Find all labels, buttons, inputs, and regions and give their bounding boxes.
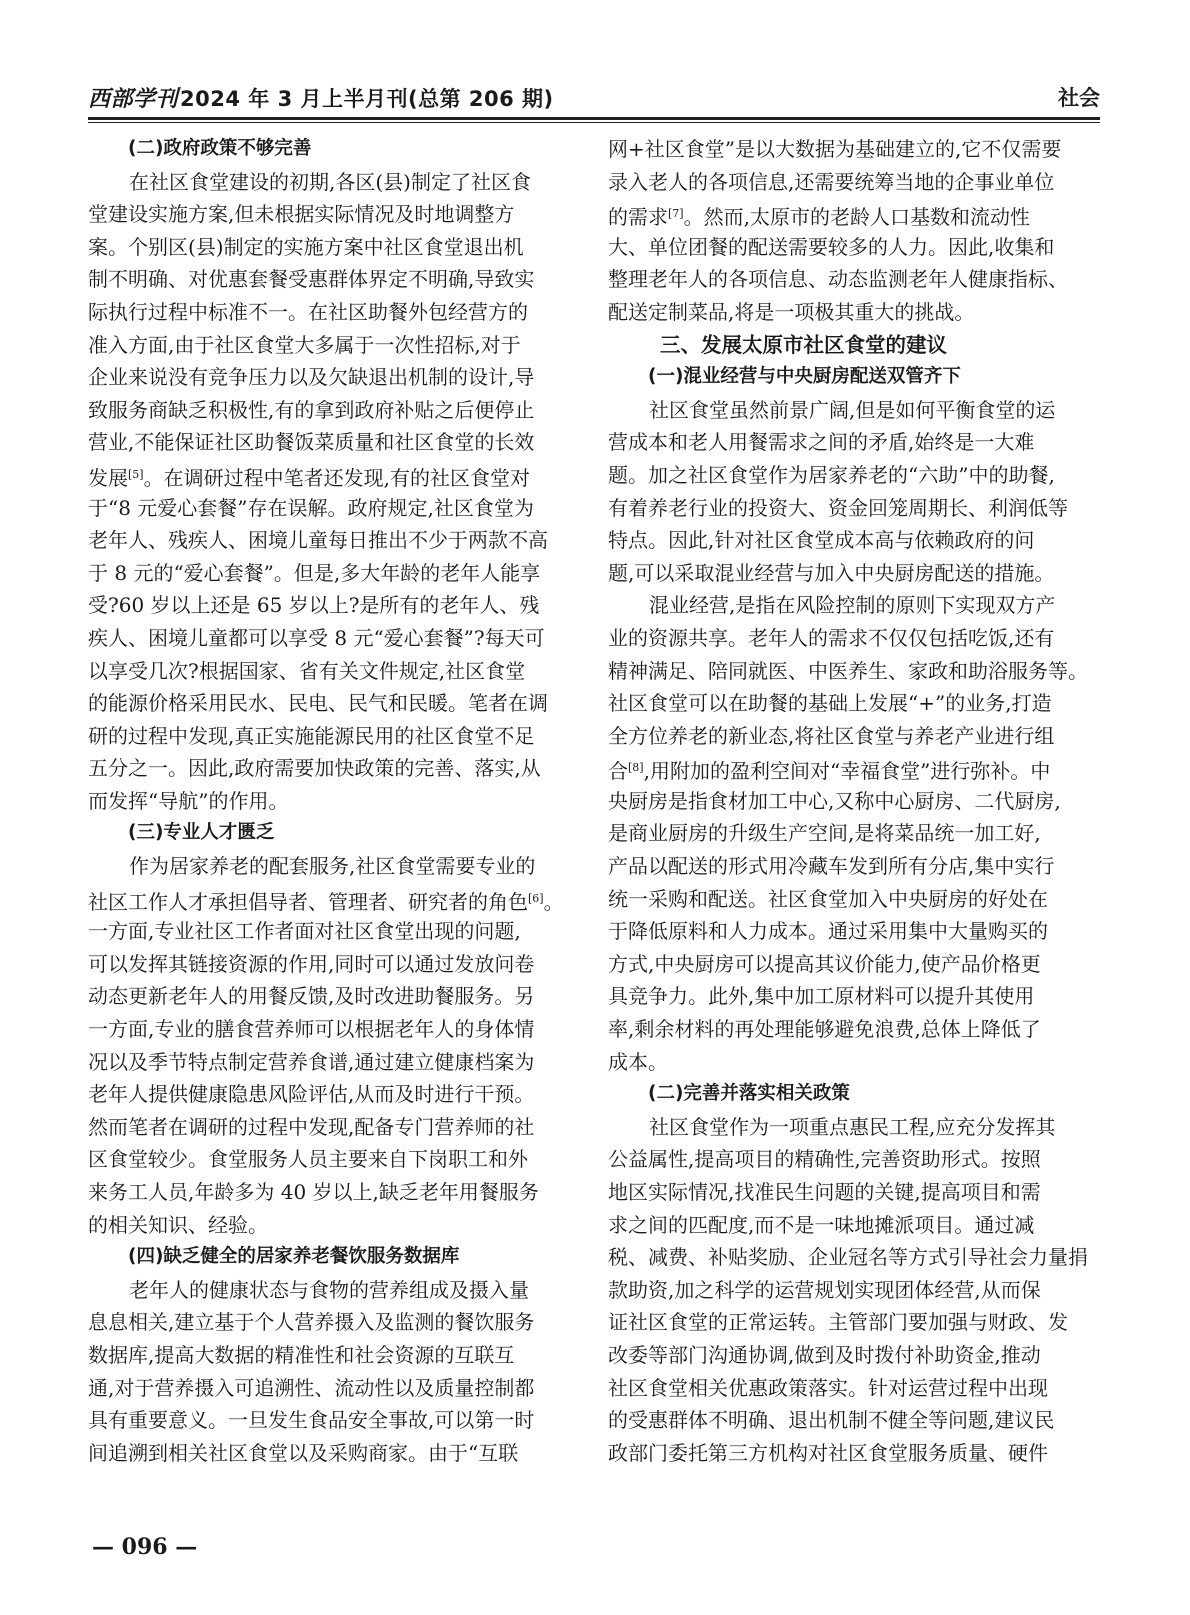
text-line bbox=[88, 263, 574, 296]
line-text: 大、单位团餐的配送需要较多的人力。因此,收集和 bbox=[608, 234, 1055, 259]
line-text: 配送定制菜品,将是一项极其重大的挑战。 bbox=[608, 299, 975, 324]
text-line bbox=[608, 850, 1094, 883]
line-text: 整理老年人的各项信息、动态监测老年人健康指标、 bbox=[608, 267, 1068, 292]
text-line bbox=[88, 459, 574, 492]
text-line bbox=[608, 231, 1094, 264]
section-heading bbox=[608, 361, 1094, 394]
text-line bbox=[88, 166, 574, 199]
line-text: 题。加之社区食堂作为居家养老的“六助”中的助餐, bbox=[608, 462, 1055, 487]
text-line bbox=[88, 687, 574, 720]
section-heading bbox=[608, 329, 1094, 362]
section-heading bbox=[88, 1241, 574, 1274]
text-line bbox=[88, 1111, 574, 1144]
line-text: 。 bbox=[543, 889, 564, 914]
line-text: 而发挥“导航”的作用。 bbox=[88, 788, 289, 813]
text-line bbox=[88, 524, 574, 557]
text-line bbox=[608, 133, 1094, 166]
line-text: 是商业厨房的升级生产空间,是将菜品统一加工好, bbox=[608, 821, 1041, 846]
text-line bbox=[608, 296, 1094, 329]
line-text: 精神满足、陪同就医、中医养生、家政和助浴服务等。 bbox=[608, 658, 1088, 683]
citation-ref: [6] bbox=[528, 891, 544, 905]
citation-ref: [5] bbox=[128, 467, 144, 481]
line-text: 研的过程中发现,真正实施能源民用的社区食堂不足 bbox=[88, 723, 535, 748]
text-line bbox=[88, 622, 574, 655]
text-line bbox=[88, 361, 574, 394]
line-text: 疾人、困境儿童都可以享受 8 元“爱心套餐”?每天可 bbox=[88, 625, 545, 650]
line-text: ,用附加的盈利空间对“幸福食堂”进行弥补。中 bbox=[643, 759, 1051, 784]
line-text: 特点。因此,针对社区食堂成本高与依赖政府的问 bbox=[608, 528, 1035, 553]
text-line bbox=[608, 915, 1094, 948]
line-text: 全方位养老的新业态,将社区食堂与养老产业进行组 bbox=[608, 723, 1055, 748]
line-text: 在社区食堂建设的初期,各区(县)制定了社区食 bbox=[129, 169, 531, 194]
line-text: 致服务商缺乏积极性,有的拿到政府补贴之后便停止 bbox=[88, 397, 535, 422]
text-line bbox=[608, 1013, 1094, 1046]
section-heading bbox=[608, 1078, 1094, 1111]
text-line bbox=[608, 426, 1094, 459]
text-line bbox=[608, 557, 1094, 590]
line-text: 成本。 bbox=[608, 1049, 668, 1074]
text-line bbox=[88, 1339, 574, 1372]
line-text: 一方面,专业社区工作者面对社区食堂出现的问题, bbox=[88, 919, 521, 944]
line-text: 改委等部门沟通协调,做到及时拨付补助资金,推动 bbox=[608, 1342, 1041, 1367]
line-text: 证社区食堂的正常运转。主管部门要加强与财政、发 bbox=[608, 1310, 1068, 1335]
text-line bbox=[88, 1404, 574, 1437]
text-line bbox=[608, 1339, 1094, 1372]
line-text: 政部门委托第三方机构对社区食堂服务质量、硬件 bbox=[608, 1440, 1048, 1465]
line-text: 方式,中央厨房可以提高其议价能力,使产品价格更 bbox=[608, 951, 1041, 976]
line-text: 以享受几次?根据国家、省有关文件规定,社区食堂 bbox=[88, 658, 526, 683]
line-text: 然而笔者在调研的过程中发现,配备专门营养师的社 bbox=[88, 1114, 535, 1139]
section-name: 社会 bbox=[1058, 86, 1100, 110]
text-line bbox=[88, 655, 574, 688]
citation-ref: [8] bbox=[628, 761, 644, 775]
text-line bbox=[88, 752, 574, 785]
line-text: 息息相关,建立基于个人营养摄入及监测的餐饮服务 bbox=[88, 1310, 535, 1335]
right-column bbox=[608, 133, 1094, 1469]
line-text: 公益属性,提高项目的精确性,完善资助形式。按照 bbox=[608, 1147, 1041, 1172]
line-text: 三、发展太原市社区食堂的建议 bbox=[660, 332, 947, 357]
line-text: (四)缺乏健全的居家养老餐饮服务数据库 bbox=[128, 1246, 460, 1268]
text-line bbox=[608, 166, 1094, 199]
text-line bbox=[88, 231, 574, 264]
text-line bbox=[88, 850, 574, 883]
text-line bbox=[88, 1274, 574, 1307]
text-line bbox=[88, 1046, 574, 1079]
line-text: 来务工人员,年龄多为 40 岁以上,缺乏老年用餐服务 bbox=[88, 1180, 539, 1204]
text-line bbox=[88, 915, 574, 948]
citation-ref: [7] bbox=[668, 207, 684, 221]
text-line bbox=[608, 1111, 1094, 1144]
text-line bbox=[608, 394, 1094, 427]
line-text: 可以发挥其链接资源的作用,同时可以通过发放问卷 bbox=[88, 951, 535, 976]
text-line bbox=[608, 655, 1094, 688]
text-line bbox=[88, 785, 574, 818]
text-line bbox=[88, 883, 574, 916]
line-text: 社区食堂可以在助餐的基础上发展“+”的业务,打造 bbox=[608, 691, 1052, 716]
line-text: 产品以配送的形式用冷藏车发到所有分店,集中实行 bbox=[608, 854, 1055, 879]
line-text: 于 8 元的“爱心套餐”。但是,多大年龄的老年人能享 bbox=[88, 560, 541, 585]
section-heading bbox=[88, 133, 574, 166]
line-text: 准入方面,由于社区食堂大多属于一次性招标,对于 bbox=[88, 332, 521, 357]
line-text: 社区食堂虽然前景广阔,但是如何平衡食堂的运 bbox=[649, 397, 1056, 422]
text-line bbox=[608, 720, 1094, 753]
line-text: 有着养老行业的投资大、资金回笼周期长、利润低等 bbox=[608, 495, 1068, 520]
header-rule-thick bbox=[88, 117, 1100, 120]
line-text: (二)完善并落实相关政策 bbox=[648, 1083, 850, 1105]
line-text: 混业经营,是指在风险控制的原则下实现双方产 bbox=[649, 593, 1056, 618]
text-line bbox=[88, 426, 574, 459]
text-line bbox=[88, 394, 574, 427]
line-text: 际执行过程中标准不一。在社区助餐外包经营方的 bbox=[88, 299, 528, 324]
line-text: 的需求 bbox=[608, 205, 668, 230]
text-line bbox=[608, 492, 1094, 525]
text-line bbox=[88, 296, 574, 329]
left-column bbox=[88, 133, 574, 1469]
line-text: 。然而,太原市的老龄人口基数和流动性 bbox=[683, 205, 1030, 230]
text-line bbox=[88, 1209, 574, 1242]
line-text: 统一采购和配送。社区食堂加入中央厨房的好处在 bbox=[608, 886, 1048, 911]
line-text: (二)政府政策不够完善 bbox=[128, 138, 312, 159]
line-text: 发展 bbox=[88, 465, 128, 490]
line-text: 营成本和老人用餐需求之间的矛盾,始终是一大难 bbox=[608, 430, 1035, 455]
text-line bbox=[608, 1046, 1094, 1079]
section-heading bbox=[88, 817, 574, 850]
text-line bbox=[88, 329, 574, 362]
line-text: 一方面,专业的膳食营养师可以根据老年人的身体情 bbox=[88, 1017, 535, 1042]
journal-logo: 西部学刊 bbox=[88, 86, 179, 112]
line-text: 案。个别区(县)制定的实施方案中社区食堂退出机 bbox=[88, 234, 524, 259]
line-text: (一)混业经营与中央厨房配送双管齐下 bbox=[648, 366, 961, 388]
text-line bbox=[608, 198, 1094, 231]
line-text: 作为居家养老的配套服务,社区食堂需要专业的 bbox=[129, 854, 536, 879]
line-text: 具竞争力。此外,集中加工原材料可以提升其使用 bbox=[608, 984, 1035, 1009]
line-text: 老年人提供健康隐患风险评估,从而及时进行干预。 bbox=[88, 1082, 535, 1107]
line-text: 受?60 岁以上还是 65 岁以上?是所有的老年人、残 bbox=[88, 593, 540, 618]
line-text: 求之间的匹配度,而不是一味地摊派项目。通过减 bbox=[608, 1212, 1035, 1237]
line-text: 社区工作人才承担倡导者、管理者、研究者的角色 bbox=[88, 889, 528, 914]
text-line bbox=[608, 1372, 1094, 1405]
text-line bbox=[88, 198, 574, 231]
line-text: 营业,不能保证社区助餐饭菜质量和社区食堂的长效 bbox=[88, 430, 535, 455]
text-line bbox=[608, 1176, 1094, 1209]
text-line bbox=[88, 557, 574, 590]
text-line bbox=[608, 622, 1094, 655]
text-line bbox=[608, 817, 1094, 850]
text-line bbox=[608, 1437, 1094, 1470]
line-text: 社区食堂相关优惠政策落实。针对运营过程中出现 bbox=[608, 1375, 1048, 1400]
line-text: 制不明确、对优惠套餐受惠群体界定不明确,导致实 bbox=[88, 267, 535, 292]
text-line bbox=[88, 1143, 574, 1176]
text-line bbox=[608, 883, 1094, 916]
text-line bbox=[608, 948, 1094, 981]
header-rule-thin bbox=[88, 122, 1100, 123]
line-text: 业的资源共享。老年人的需求不仅仅包括吃饭,还有 bbox=[608, 625, 1055, 650]
page-number: — 096 — bbox=[92, 1534, 198, 1560]
text-line bbox=[608, 752, 1094, 785]
line-text: 的相关知识、经验。 bbox=[88, 1212, 268, 1237]
line-text: 合 bbox=[608, 759, 628, 784]
text-line bbox=[608, 1209, 1094, 1242]
line-text: 老年人、残疾人、困境儿童每日推出不少于两款不高 bbox=[88, 528, 548, 553]
text-line bbox=[608, 1404, 1094, 1437]
line-text: 具有重要意义。一旦发生食品安全事故,可以第一时 bbox=[88, 1408, 535, 1433]
text-line bbox=[608, 785, 1094, 818]
text-line bbox=[88, 492, 574, 525]
line-text: 的受惠群体不明确、退出机制不健全等问题,建议民 bbox=[608, 1408, 1055, 1433]
text-line bbox=[608, 589, 1094, 622]
line-text: 于降低原料和人力成本。通过采用集中大量购买的 bbox=[608, 919, 1048, 944]
text-line bbox=[88, 1176, 574, 1209]
text-line bbox=[88, 1013, 574, 1046]
line-text: 的能源价格采用民水、民电、民气和民暖。笔者在调 bbox=[88, 691, 548, 716]
text-line bbox=[608, 687, 1094, 720]
text-line bbox=[608, 459, 1094, 492]
line-text: 率,剩余材料的再处理能够避免浪费,总体上降低了 bbox=[608, 1017, 1041, 1042]
issue-info: 2024 年 3 月上半月刊(总第 206 期) bbox=[180, 87, 554, 111]
line-text: 录入老人的各项信息,还需要统筹当地的企事业单位 bbox=[608, 169, 1055, 194]
line-text: 通,对于营养摄入可追溯性、流动性以及质量控制都 bbox=[88, 1375, 535, 1400]
line-text: 地区实际情况,找准民生问题的关键,提高项目和需 bbox=[608, 1180, 1041, 1204]
text-line bbox=[608, 1143, 1094, 1176]
line-text: (三)专业人才匮乏 bbox=[128, 822, 275, 844]
journal-masthead bbox=[88, 82, 554, 113]
line-text: 间追溯到相关社区食堂以及采购商家。由于“互联 bbox=[88, 1440, 519, 1465]
line-text: 社区食堂作为一项重点惠民工程,应充分发挥其 bbox=[649, 1114, 1056, 1139]
text-line bbox=[608, 1241, 1094, 1274]
line-text: 老年人的健康状态与食物的营养组成及摄入量 bbox=[129, 1277, 529, 1302]
text-line bbox=[88, 980, 574, 1013]
text-line bbox=[88, 948, 574, 981]
text-line bbox=[88, 589, 574, 622]
text-line bbox=[608, 1274, 1094, 1307]
running-header bbox=[88, 80, 1100, 114]
line-text: 网+社区食堂”是以大数据为基础建立的,它不仅需要 bbox=[608, 137, 1062, 161]
line-text: 堂建设实施方案,但未根据实际情况及时地调整方 bbox=[88, 202, 515, 227]
line-text: 税、减费、补贴奖励、企业冠名等方式引导社会力量捐 bbox=[608, 1245, 1088, 1270]
text-line bbox=[88, 1078, 574, 1111]
text-line bbox=[608, 263, 1094, 296]
line-text: 。在调研过程中笔者还发现,有的社区食堂对 bbox=[143, 465, 530, 490]
text-line bbox=[608, 524, 1094, 557]
text-line bbox=[88, 720, 574, 753]
line-text: 于“8 元爱心套餐”存在误解。政府规定,社区食堂为 bbox=[88, 495, 534, 520]
line-text: 题,可以采取混业经营与加入中央厨房配送的措施。 bbox=[608, 560, 1055, 585]
line-text: 企业来说没有竞争压力以及欠缺退出机制的设计,导 bbox=[88, 365, 535, 390]
text-line bbox=[88, 1372, 574, 1405]
line-text: 五分之一。因此,政府需要加快政策的完善、落实,从 bbox=[88, 756, 541, 781]
text-line bbox=[608, 980, 1094, 1013]
line-text: 央厨房是指食材加工中心,又称中心厨房、二代厨房, bbox=[608, 788, 1061, 813]
text-line bbox=[88, 1306, 574, 1339]
line-text: 数据库,提高大数据的精准性和社会资源的互联互 bbox=[88, 1342, 515, 1367]
line-text: 区食堂较少。食堂服务人员主要来自下岗职工和外 bbox=[88, 1147, 528, 1172]
text-line bbox=[88, 1437, 574, 1470]
line-text: 况以及季节特点制定营养食谱,通过建立健康档案为 bbox=[88, 1049, 535, 1074]
line-text: 款助资,加之科学的运营规划实现团体经营,从而保 bbox=[608, 1277, 1041, 1302]
line-text: 动态更新老年人的用餐反馈,及时改进助餐服务。另 bbox=[88, 984, 535, 1009]
text-line bbox=[608, 1306, 1094, 1339]
